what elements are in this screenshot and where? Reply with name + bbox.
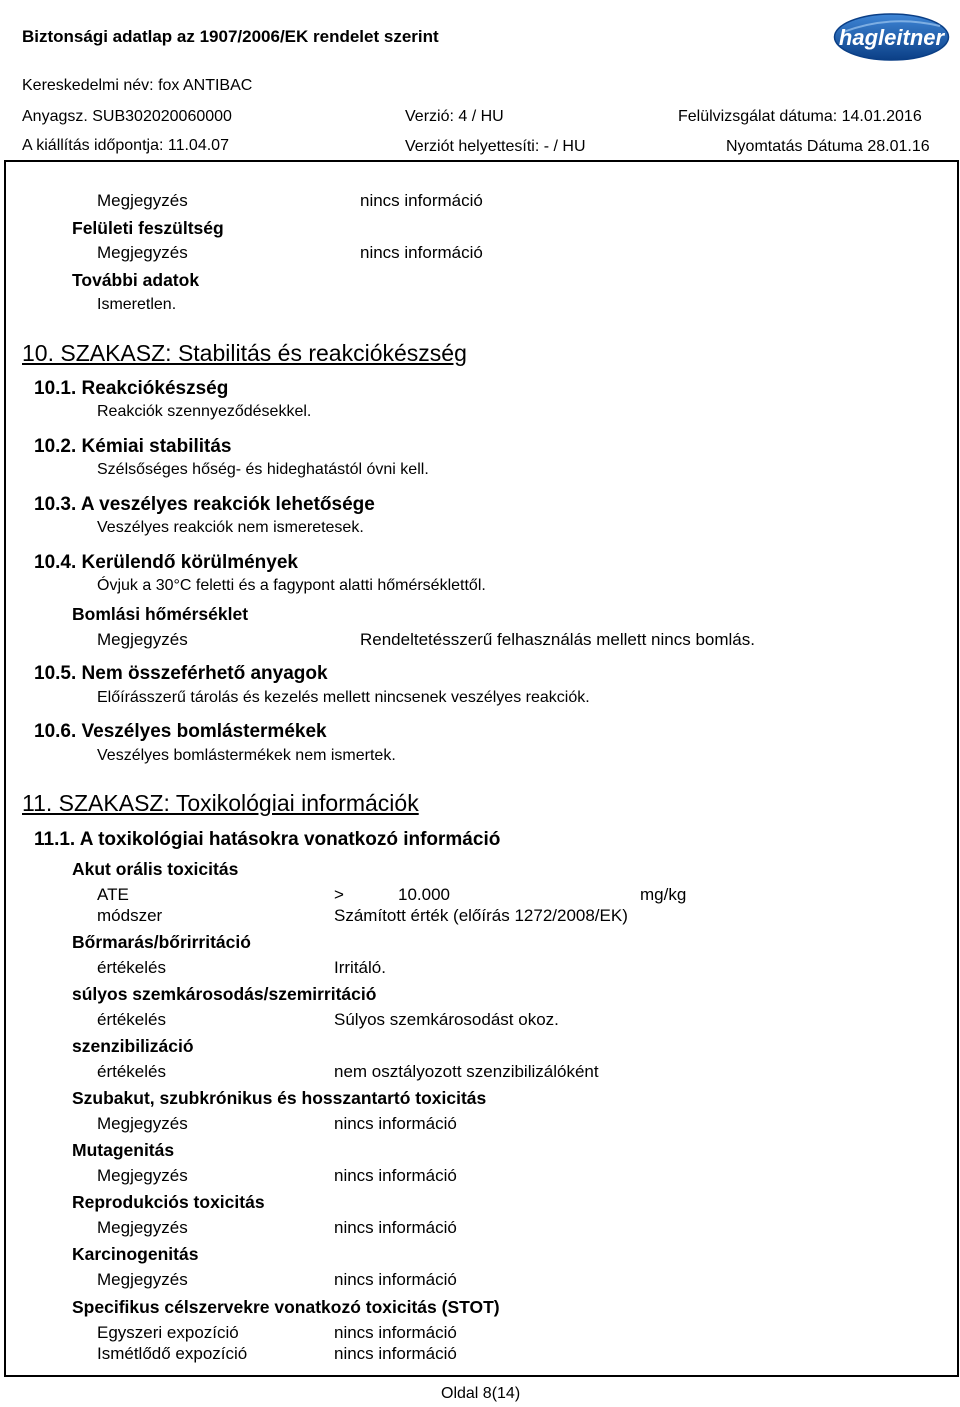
- evaluation-value: nem osztályozott szenzibilizálóként: [334, 1062, 599, 1081]
- evaluation-label: értékelés: [97, 1062, 166, 1081]
- note-label: Megjegyzés: [97, 243, 188, 262]
- print-date: Nyomtatás Dátuma 28.01.16: [726, 138, 930, 155]
- sensitisation-heading: szenzibilizáció: [72, 1036, 194, 1056]
- note-value: nincs információ: [334, 1114, 457, 1133]
- eye-damage-heading: súlyos szemkárosodás/szemirritáció: [72, 984, 377, 1004]
- note-value: nincs információ: [334, 1166, 457, 1185]
- logo-text: hagleitner: [838, 25, 945, 50]
- subsection-10-6-text: Veszélyes bomlástermékek nem ismertek.: [97, 747, 396, 764]
- hagleitner-logo-icon: [833, 12, 950, 62]
- evaluation-label: értékelés: [97, 1010, 166, 1029]
- subsection-11-1-title: 11.1. A toxikológiai hatásokra vonatkozó információ: [34, 829, 501, 850]
- acute-oral-toxicity-heading: Akut orális toxicitás: [72, 859, 239, 879]
- mutagenicity-heading: Mutagenitás: [72, 1140, 175, 1160]
- subsection-10-2-text: Szélsőséges hőség- és hideghatástól óvni kell.: [97, 461, 429, 478]
- subsection-10-5-text: Előírásszerű tárolás és kezelés mellett nincsenek veszélyes reakciók.: [97, 689, 590, 706]
- page-number: Oldal 8(14): [441, 1385, 521, 1402]
- skin-corrosion-heading: Bőrmarás/bőrirritáció: [72, 932, 251, 952]
- carcinogenicity-heading: Karcinogenitás: [72, 1244, 199, 1264]
- ate-value: 10.000: [398, 885, 450, 904]
- subsection-10-2-title: 10.2. Kémiai stabilitás: [34, 436, 232, 457]
- hagleitner-logo: [833, 12, 950, 62]
- subsection-10-5-title: 10.5. Nem összeférhető anyagok: [34, 663, 328, 684]
- surface-tension-heading: Felületi feszültség: [72, 218, 224, 238]
- trade-name: Kereskedelmi név: fox ANTIBAC: [22, 77, 253, 94]
- ate-unit: mg/kg: [640, 885, 687, 904]
- replaces-version: Verziót helyettesíti: - / HU: [405, 138, 586, 155]
- note-label: Megjegyzés: [97, 1270, 188, 1289]
- note-value: nincs információ: [334, 1270, 457, 1289]
- further-data-text: Ismeretlen.: [97, 296, 177, 313]
- issue-date: A kiállítás időpontja: 11.04.07: [22, 137, 229, 154]
- repeated-exposure-value: nincs információ: [334, 1344, 457, 1363]
- note-label: Megjegyzés: [97, 191, 188, 210]
- section-10-title: 10. SZAKASZ: Stabilitás és reakciókészség: [22, 340, 467, 366]
- subsection-10-3-text: Veszélyes reakciók nem ismeretesek.: [97, 519, 364, 536]
- method-value: Számított érték (előírás 1272/2008/EK): [334, 906, 628, 925]
- note-label: Megjegyzés: [97, 1218, 188, 1237]
- subsection-10-6-title: 10.6. Veszélyes bomlástermékek: [34, 721, 327, 742]
- evaluation-value: Irritáló.: [334, 958, 386, 977]
- note-value: nincs információ: [360, 243, 483, 262]
- subsection-10-4-title: 10.4. Kerülendő körülmények: [34, 552, 298, 573]
- note-value: nincs információ: [360, 191, 483, 210]
- section-11-title: 11. SZAKASZ: Toxikológiai információk: [22, 790, 419, 816]
- repeated-exposure-label: Ismétlődő expozíció: [97, 1344, 248, 1363]
- note-value: nincs információ: [334, 1218, 457, 1237]
- document-title: Biztonsági adatlap az 1907/2006/EK rendelet szerint: [22, 27, 439, 46]
- version: Verzió: 4 / HU: [405, 108, 504, 125]
- note-label: Megjegyzés: [97, 1166, 188, 1185]
- further-data-heading: További adatok: [72, 270, 200, 290]
- decomposition-temperature-heading: Bomlási hőmérséklet: [72, 604, 249, 624]
- subsection-10-3-title: 10.3. A veszélyes reakciók lehetősége: [34, 494, 375, 515]
- reproductive-toxicity-heading: Reprodukciós toxicitás: [72, 1192, 265, 1212]
- ate-label: ATE: [97, 885, 129, 904]
- subsection-10-4-text: Óvjuk a 30°C feletti és a fagypont alatti hőmérséklettől.: [97, 577, 486, 594]
- stot-heading: Specifikus célszervekre vonatkozó toxicitás (STOT): [72, 1297, 500, 1317]
- ate-operator: >: [334, 885, 344, 904]
- note-value: Rendeltetésszerű felhasználás mellett nincs bomlás.: [360, 630, 755, 649]
- single-exposure-label: Egyszeri expozíció: [97, 1323, 239, 1342]
- material-number: Anyagsz. SUB302020060000: [22, 108, 232, 125]
- note-label: Megjegyzés: [97, 630, 188, 649]
- method-label: módszer: [97, 906, 163, 925]
- note-label: Megjegyzés: [97, 1114, 188, 1133]
- evaluation-label: értékelés: [97, 958, 166, 977]
- subsection-10-1-text: Reakciók szennyeződésekkel.: [97, 403, 312, 420]
- evaluation-value: Súlyos szemkárosodást okoz.: [334, 1010, 559, 1029]
- subsection-10-1-title: 10.1. Reakciókészség: [34, 378, 229, 399]
- single-exposure-value: nincs információ: [334, 1323, 457, 1342]
- review-date: Felülvizsgálat dátuma: 14.01.2016: [678, 108, 922, 125]
- subacute-toxicity-heading: Szubakut, szubkrónikus és hosszantartó toxicitás: [72, 1088, 487, 1108]
